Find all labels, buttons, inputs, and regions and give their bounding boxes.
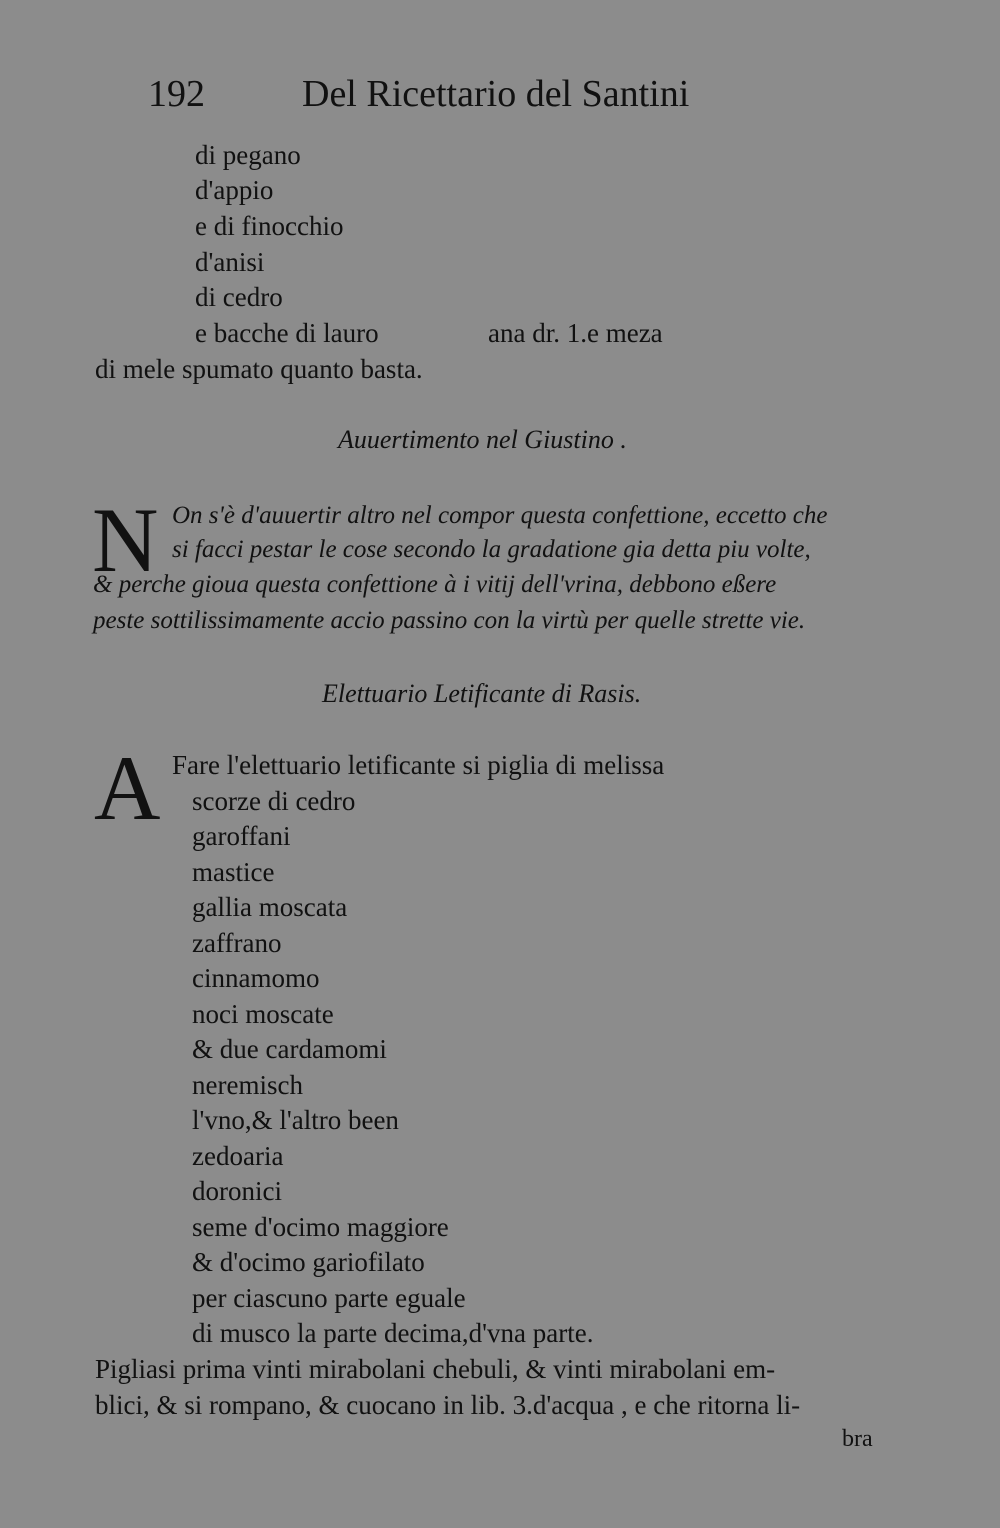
paragraph-line: blici, & si rompano, & cuocano in lib. 3.d'acqua , e che ritorna li- — [95, 1390, 801, 1420]
list-item: mastice — [192, 857, 275, 887]
paragraph-line: Pigliasi prima vinti mirabolani chebuli, & vinti mirabolani em- — [95, 1354, 776, 1384]
paragraph-line: si facci pestar le cose secondo la gradatione gia detta piu volte, — [172, 536, 811, 563]
list-item: l'vno,& l'altro been — [192, 1105, 399, 1135]
catchword: bra — [842, 1426, 873, 1452]
drop-cap: A — [94, 737, 161, 839]
list-item: noci moscate — [192, 999, 334, 1029]
page-header — [148, 66, 788, 122]
list-item: & d'ocimo gariofilato — [192, 1247, 425, 1277]
running-title: Del Ricettario del Santini — [302, 73, 690, 115]
list-item: doronici — [192, 1176, 282, 1206]
list-item: e di finocchio — [195, 211, 344, 241]
drop-cap: N — [92, 489, 159, 591]
list-item: garoffani — [192, 821, 291, 851]
list-item: zaffrano — [192, 928, 282, 958]
list-closing-line: di mele spumato quanto basta. — [95, 354, 423, 384]
page-number: 192 — [148, 73, 205, 115]
paragraph-line: On s'è d'auuertir altro nel compor questa confettione, eccetto che — [172, 502, 828, 529]
paragraph-line: & perche gioua questa confettione à i vitij dell'vrina, debbono eßere — [93, 571, 777, 598]
section-heading: Auuertimento nel Giustino . — [338, 425, 627, 454]
list-item: d'appio — [195, 175, 274, 205]
paragraph-line: Fare l'elettuario letificante si piglia di melissa — [172, 750, 665, 780]
list-item: e bacche di lauro — [195, 318, 379, 348]
list-item: scorze di cedro — [192, 786, 356, 816]
section-heading: Elettuario Letificante di Rasis. — [322, 679, 642, 708]
list-item: zedoaria — [192, 1141, 284, 1171]
paragraph-line: peste sottilissimamente accio passino con la virtù per quelle strette vie. — [93, 607, 806, 634]
list-item: cinnamomo — [192, 963, 320, 993]
dosage-note: ana dr. 1.e meza — [488, 318, 663, 348]
list-item: di cedro — [195, 282, 283, 312]
list-item: d'anisi — [195, 247, 265, 277]
list-item: seme d'ocimo maggiore — [192, 1212, 449, 1242]
list-item: per ciascuno parte eguale — [192, 1283, 466, 1313]
list-item: neremisch — [192, 1070, 303, 1100]
list-item: di musco la parte decima,d'vna parte. — [192, 1318, 594, 1348]
list-item: & due cardamomi — [192, 1034, 387, 1064]
list-item: di pegano — [195, 140, 301, 170]
list-item: gallia moscata — [192, 892, 348, 922]
